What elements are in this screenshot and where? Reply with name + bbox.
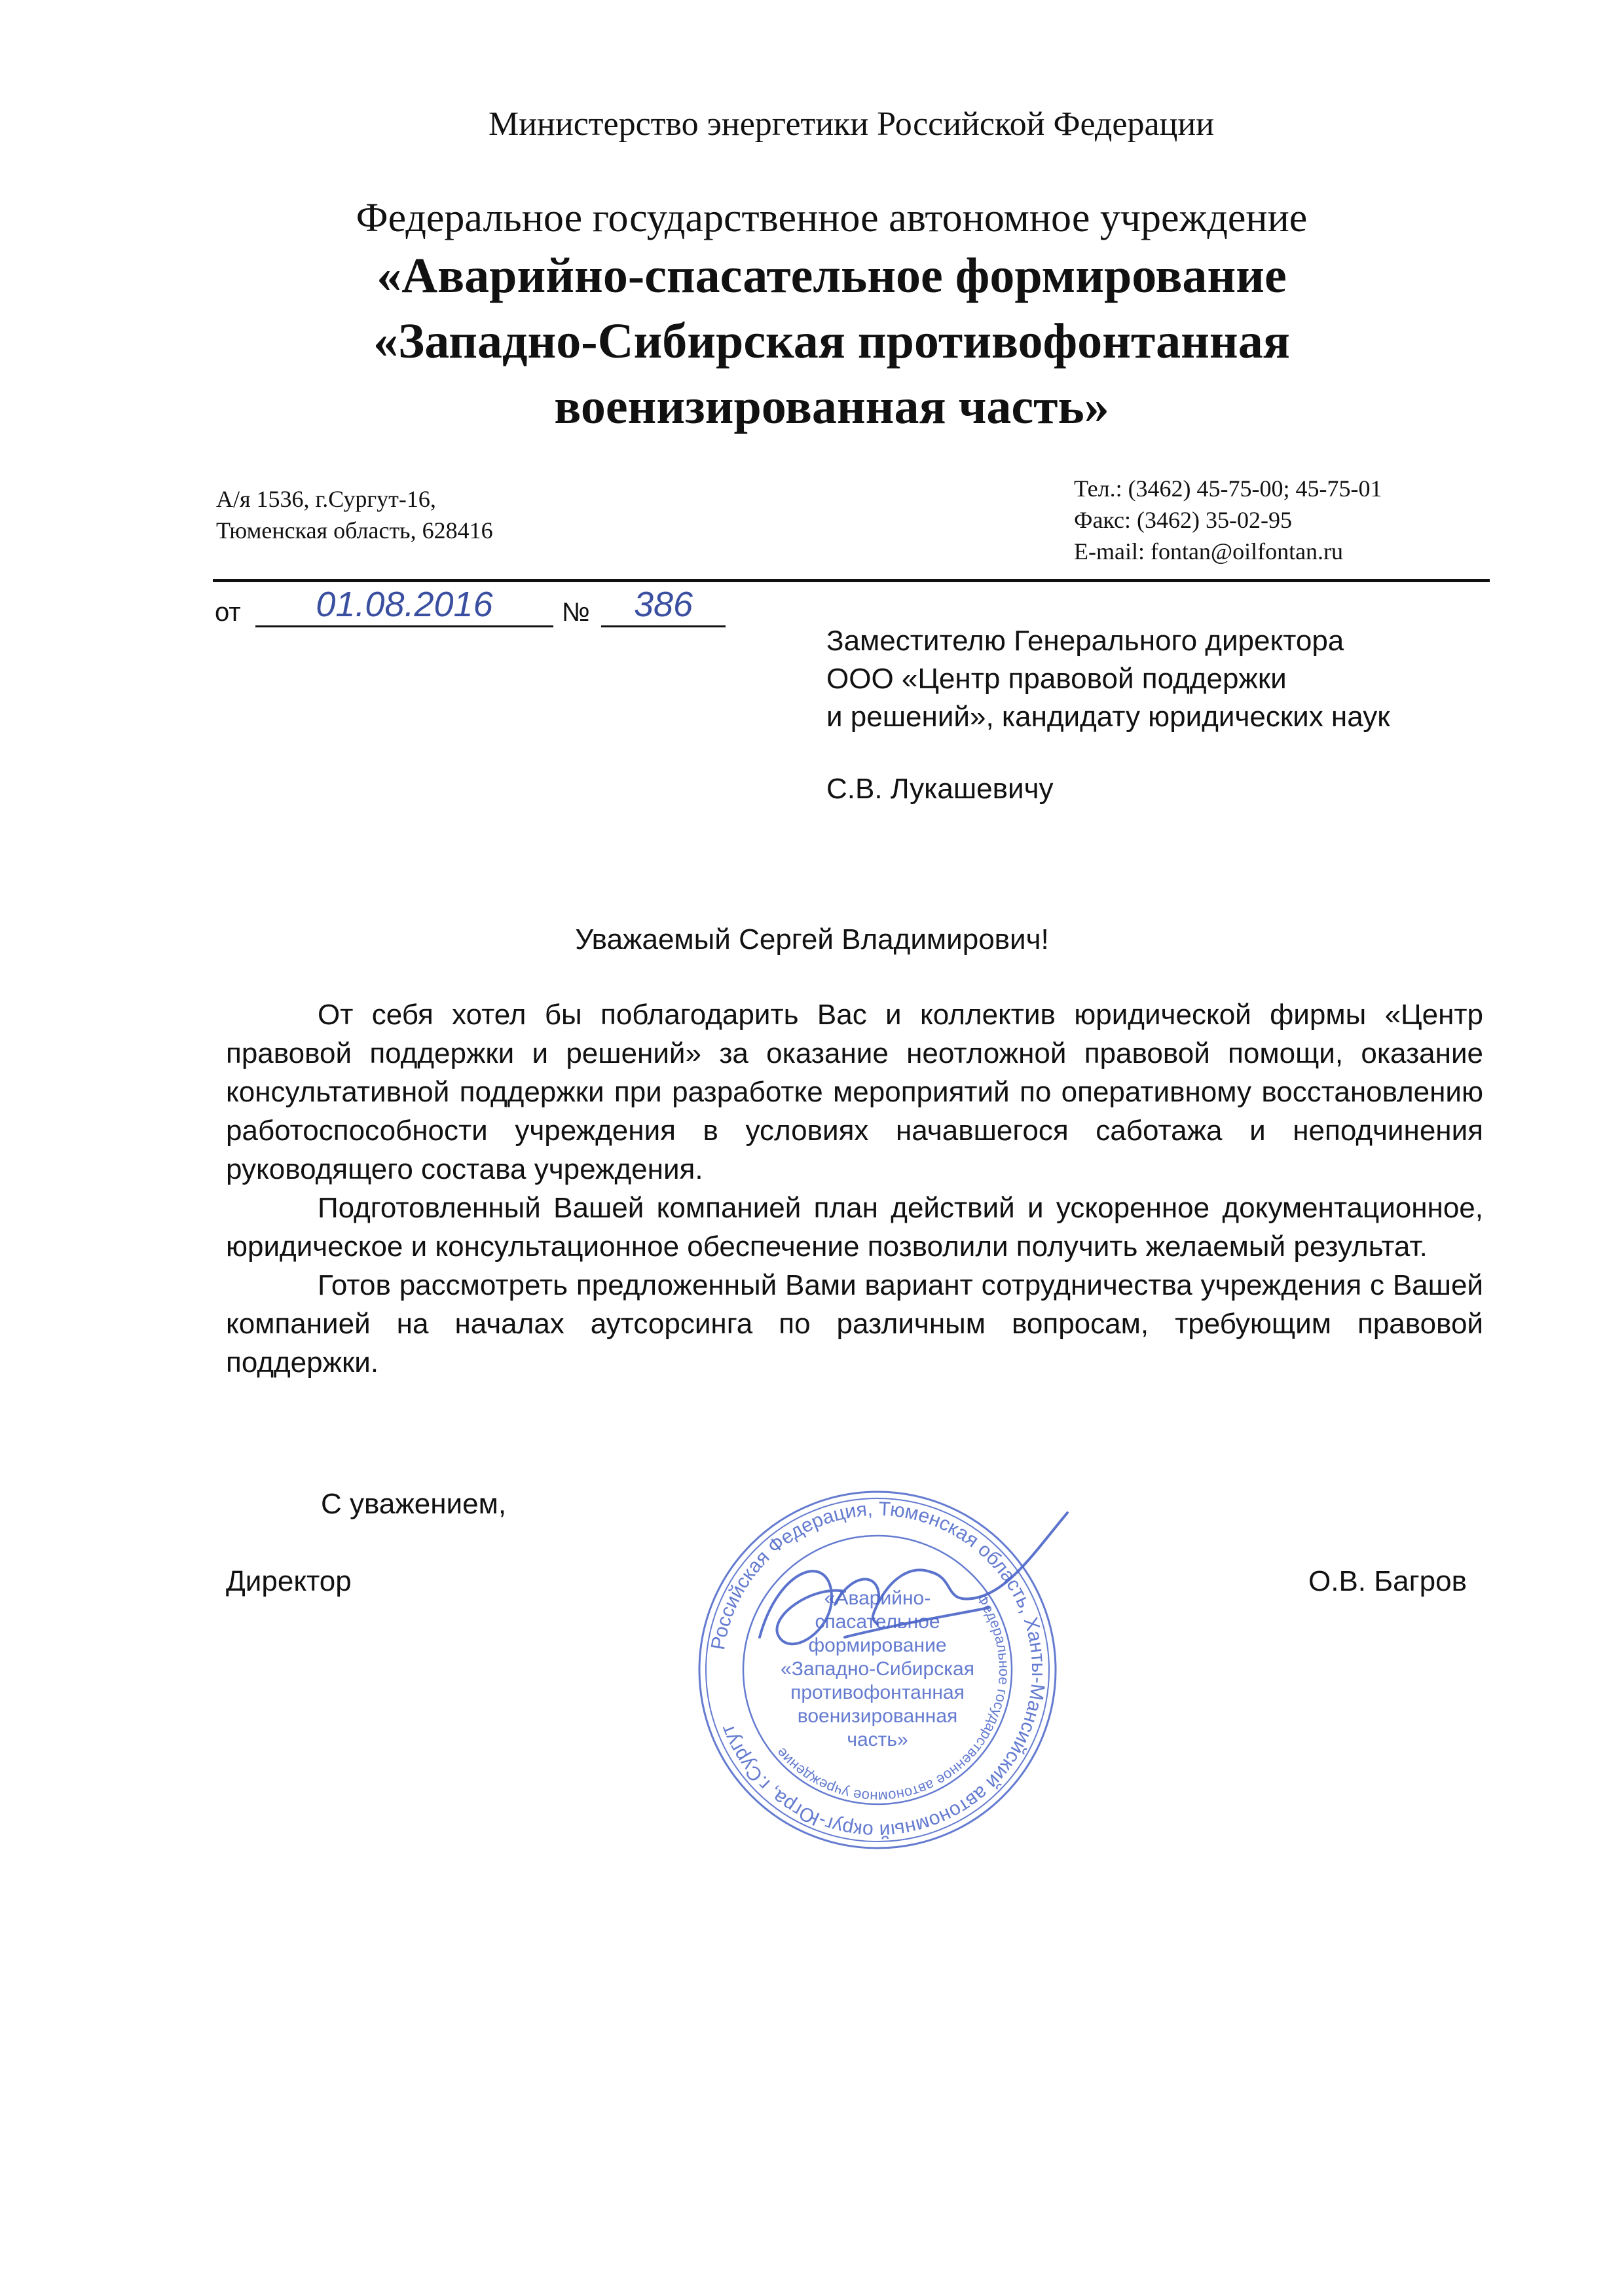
address-line-2: Тюменская область, 628416 — [216, 517, 493, 544]
body-paragraph-2: Подготовленный Вашей компанией план действий и ускоренное документационное, юридическое и консультационное обеспечение позволили получить желаемый результат. — [226, 1192, 1483, 1263]
addressee-line-1: Заместителю Генерального директора — [826, 625, 1344, 657]
stamp-center-line-7: часть» — [847, 1729, 908, 1750]
stamp-center-line-5: противофонтанная — [790, 1682, 965, 1703]
contact-info — [1074, 473, 1382, 567]
official-stamp — [681, 1473, 1074, 1866]
stamp-center-line-2: спасательное — [815, 1611, 940, 1633]
stamp-center-line-4: «Западно-Сибирская — [781, 1658, 974, 1680]
number-value: 386 — [601, 586, 726, 627]
stamp-center-line-1: «Аварийно- — [824, 1587, 931, 1609]
date-value: 01.08.2016 — [255, 586, 553, 627]
org-name-line-3: военизированная часть» — [554, 379, 1109, 434]
stamp-center-line-3: формирование — [808, 1635, 947, 1656]
date-label: от — [215, 598, 241, 627]
signer-name: О.В. Багров — [1308, 1565, 1467, 1597]
body-paragraph-3: Готов рассмотреть предложенный Вами вариант сотрудничества учреждения с Вашей компанией на началах аутсорсинга по различным вопросам, требующим правовой поддержки. — [226, 1269, 1483, 1379]
addressee-block — [826, 622, 1390, 736]
institution-type: Федеральное государственное автономное учреждение — [356, 196, 1308, 240]
number-label: № — [562, 598, 590, 627]
address-line-1: А/я 1536, г.Сургут-16, — [216, 486, 436, 512]
salutation: Уважаемый Сергей Владимирович! — [575, 923, 1049, 955]
postal-address — [216, 483, 493, 546]
letterhead-rule — [213, 579, 1490, 582]
stamp-inner-ring-text: Федеральное государственное автономное учреждение — [773, 1591, 1013, 1805]
email: E-mail: fontan@oilfontan.ru — [1074, 538, 1344, 565]
addressee-line-2: ООО «Центр правовой поддержки — [826, 663, 1287, 695]
addressee-name: С.В. Лукашевичу — [826, 773, 1054, 805]
phone: Тел.: (3462) 45-75-00; 45-75-01 — [1074, 475, 1382, 502]
fax: Факс: (3462) 35-02-95 — [1074, 507, 1292, 533]
closing: С уважением, — [321, 1488, 507, 1520]
signer-position: Директор — [226, 1565, 352, 1597]
ministry-name: Министерство энергетики Российской Федерации — [488, 105, 1215, 143]
body-paragraph-1: От себя хотел бы поблагодарить Вас и коллектив юридической фирмы «Центр правовой поддержки и решений» за оказание неотложной правовой помощи, оказание консультативной поддержки при разработке мероприятий по оперативному восстановлению работоспособности учреждения в условиях начавшегося саботажа и неподчинения руководящего состава учреждения. — [226, 999, 1483, 1185]
stamp-center-line-6: военизированная — [797, 1705, 958, 1727]
org-name-line-1: «Аварийно-спасательное формирование — [377, 248, 1287, 303]
stamp-ring-text: Российская Федерация, Тюменская область, Ханты-Мансийский автономный округ-Югра, г.Сургут — [707, 1498, 1050, 1842]
addressee-line-3: и решений», кандидату юридических наук — [826, 701, 1390, 733]
letter-body — [226, 995, 1483, 1382]
org-name-line-2: «Западно-Сибирская противофонтанная — [373, 314, 1290, 369]
